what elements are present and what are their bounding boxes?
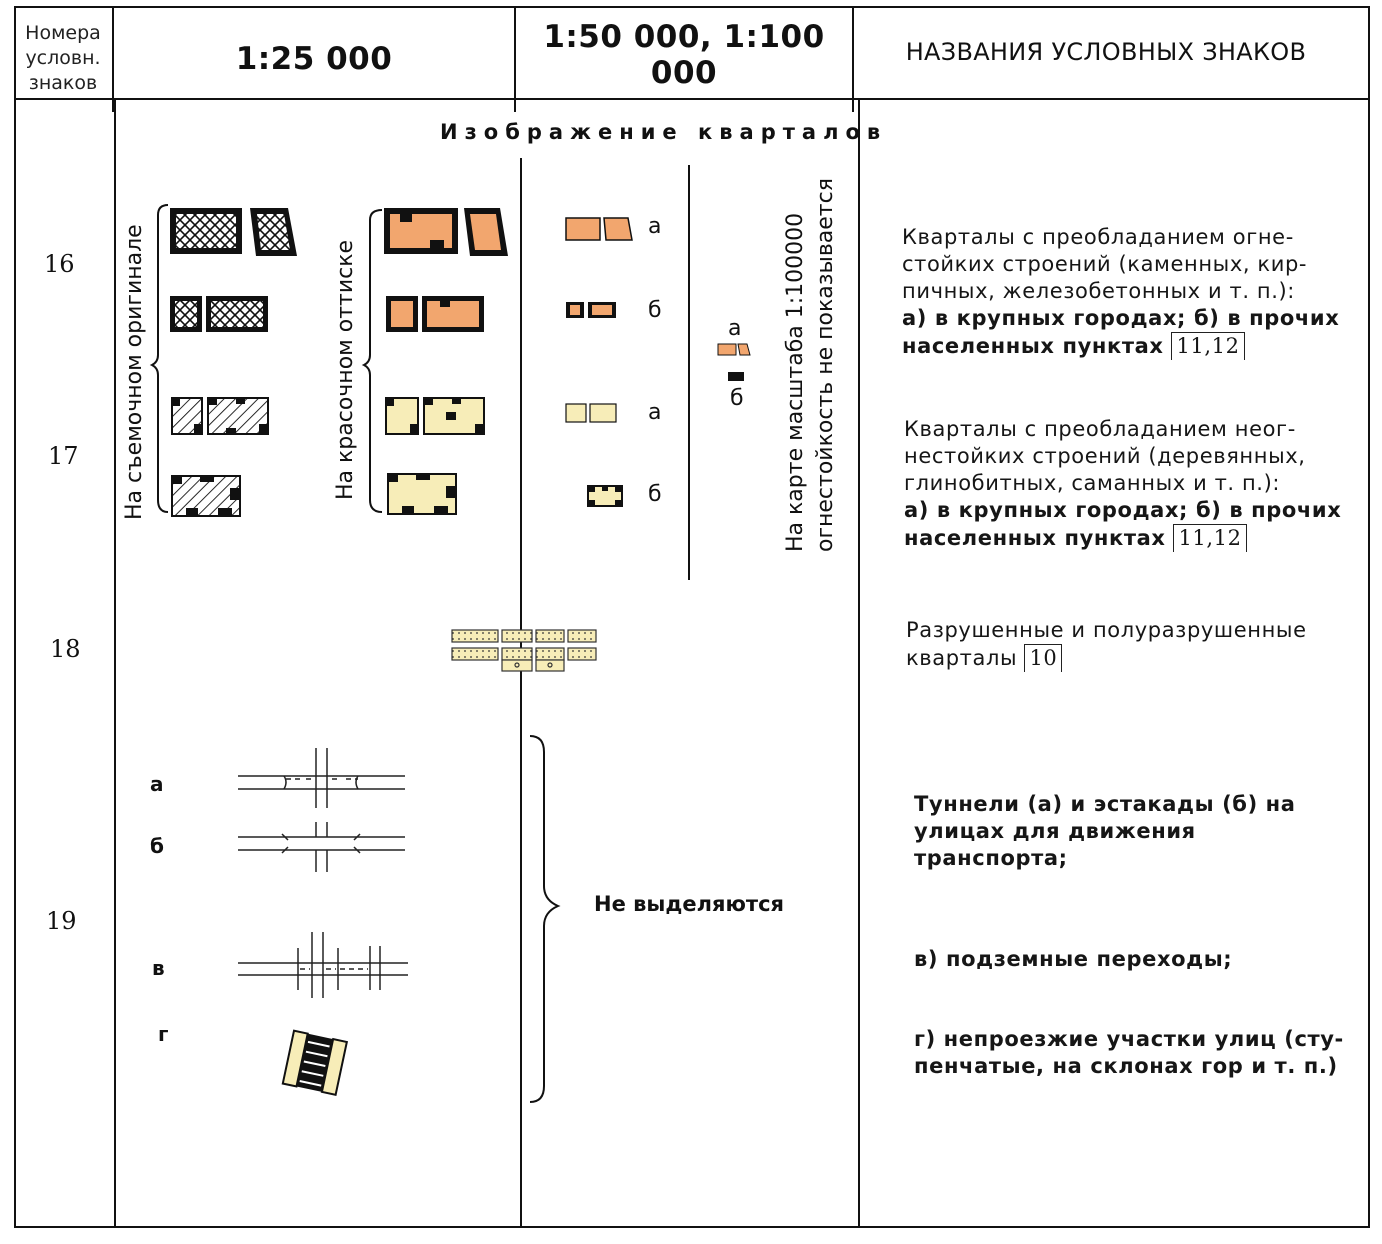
symbol-19g-impassable	[283, 1031, 347, 1095]
desc-16-line2: стойких строений (каменных, кир-	[902, 252, 1308, 276]
desc-19a	[914, 791, 1354, 872]
symbol-16b-50000	[566, 302, 616, 318]
bracket-color-print	[364, 210, 382, 512]
desc-17-line3: глинобитных, саманных и т. п.):	[904, 471, 1281, 495]
symbol-17a-color	[386, 398, 484, 434]
header-number-line3: знаков	[28, 71, 98, 94]
desc-19g	[914, 1026, 1354, 1080]
desc-18-line2-wrap	[906, 644, 1346, 672]
desc-16-line5: населенных пунктах	[902, 334, 1164, 358]
symbol-16a-survey	[170, 208, 297, 256]
desc-16-line1: Кварталы с преобладанием огне-	[902, 225, 1294, 249]
label-scale-note-1: На карте масштаба 1:100000	[783, 212, 808, 552]
brace-not-distinguished	[530, 736, 558, 1102]
desc-16-line3: пичных, железобетонных и т. п.):	[902, 279, 1295, 303]
symbol-17b-survey	[172, 476, 240, 516]
header-scale-25000: 1:25 000	[235, 41, 393, 77]
desc-19a-line2: улицах для движения транспорта;	[914, 819, 1196, 870]
header-number-line2: условн.	[25, 46, 101, 69]
desc-19g-line2: пенчатые, на склонах гор и т. п.)	[914, 1054, 1338, 1078]
row-number-19: 19	[46, 907, 77, 935]
letter-19v: в	[152, 956, 165, 980]
desc-17-line5-wrap	[904, 524, 1344, 552]
desc-19a-line1: Туннели (а) и эстакады (б) на	[914, 792, 1296, 816]
symbol-16a-color	[384, 208, 508, 256]
letter-16b-50000: б	[648, 298, 662, 323]
desc-17-line4: а) в крупных городах; б) в прочих	[904, 498, 1342, 522]
header-names: НАЗВАНИЯ УСЛОВНЫХ ЗНАКОВ	[905, 38, 1307, 66]
desc-16-ref: 11,12	[1171, 332, 1244, 360]
desc-18-ref: 10	[1024, 644, 1062, 672]
symbol-19b-overpass	[238, 822, 405, 872]
symbol-17a-survey	[172, 398, 268, 434]
desc-19v: в) подземные переходы;	[914, 947, 1233, 971]
row-number-17: 17	[48, 442, 79, 470]
desc-17-line5: населенных пунктах	[904, 526, 1166, 550]
desc-16-line5-wrap	[902, 332, 1342, 360]
row-number-18: 18	[50, 635, 81, 663]
desc-17	[904, 416, 1344, 552]
label-color-print: На красочном оттиске	[333, 239, 358, 500]
desc-17-line1: Кварталы с преобладанием неог-	[904, 417, 1296, 441]
symbol-16a-50000	[566, 218, 632, 240]
label-scale-note-2: огнестойкость не показывается	[813, 178, 838, 552]
desc-18	[906, 617, 1346, 672]
desc-17-line2: нестойких строений (деревянных,	[904, 444, 1306, 468]
desc-16-line4: а) в крупных городах; б) в прочих	[902, 306, 1340, 330]
desc-18-line1: Разрушенные и полуразрушенные	[906, 618, 1307, 642]
letter-a-100000: а	[728, 316, 742, 341]
desc-19g-line1: г) непроезжие участки улиц (сту-	[914, 1027, 1344, 1051]
symbol-16b-color	[386, 296, 484, 332]
header-number-line1: Номера	[25, 21, 101, 44]
symbol-17a-50000	[566, 404, 616, 422]
symbol-16b-survey	[170, 296, 268, 332]
letter-19a: а	[150, 772, 164, 796]
desc-17-ref: 11,12	[1173, 524, 1246, 552]
letter-b-100000: б	[730, 386, 744, 411]
letter-19b: б	[150, 834, 164, 858]
symbol-17b-50000	[588, 486, 622, 506]
letter-19g: г	[158, 1022, 169, 1046]
section-title: Изображение кварталов	[440, 120, 888, 144]
header-scale-50000-100000: 1:50 000, 1:100 000	[543, 19, 825, 91]
label-survey-original: На съемочном оригинале	[122, 224, 147, 520]
symbol-19v-underpass	[238, 932, 408, 998]
letter-17a-50000: а	[648, 400, 662, 425]
symbol-17b-color	[388, 474, 456, 514]
bracket-survey-original	[152, 205, 168, 512]
row-number-16: 16	[44, 250, 75, 278]
desc-18-line2: кварталы	[906, 646, 1018, 670]
letter-17b-50000: б	[648, 482, 662, 507]
label-not-distinguished: Не выделяются	[594, 892, 784, 916]
letter-16a-50000: а	[648, 214, 662, 239]
symbol-16-100000	[718, 344, 750, 381]
symbol-18-destroyed	[452, 630, 596, 671]
symbol-19a-tunnel	[238, 748, 405, 808]
desc-16	[902, 224, 1342, 360]
